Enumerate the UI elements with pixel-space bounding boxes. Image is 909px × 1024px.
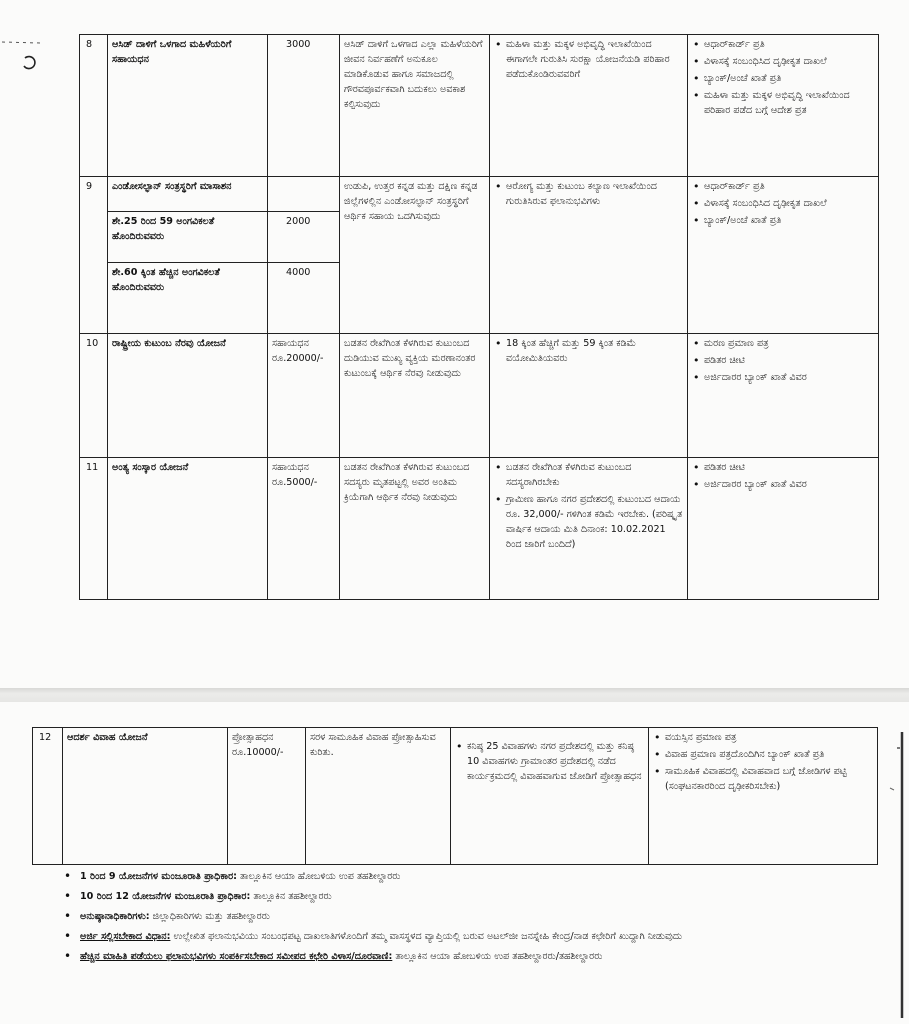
page-gap — [0, 688, 909, 702]
document-item: • ವಿವಾಹ ಪ್ರಮಾಣ ಪತ್ರದೊಂದಿಗಿನ ಬ್ಯಾಂಕ್ ಖಾತೆ ಪ್ರತಿ — [665, 747, 873, 762]
note-label: 1 ರಿಂದ 9 ಯೋಜನೆಗಳ ಮಂಜೂರಾತಿ ಪ್ರಾಧಿಕಾರ: — [80, 871, 237, 882]
eligibility-item: • ಕನಿಷ್ಠ 25 ವಿವಾಹಗಳು ನಗರ ಪ್ರದೇಶದಲ್ಲಿ ಮತ್ತು ಕನಿಷ್ಠ 10 ವಿವಾಹಗಳು ಗ್ರಾಮಾಂತರ ಪ್ರದೇಶದಲ್ಲಿ ನಡೆದ ಕಾರ್ಯಕ್ರಮದಲ್ಲಿ ವಿವಾಹವಾಗುವ ಜೋಡಿಗೆ ಪ್ರೋತ್ಸಾಹಧನ — [467, 739, 644, 784]
scheme-name: ಆಸಿಡ್ ದಾಳಿಗೆ ಒಳಗಾದ ಮಹಿಳೆಯರಿಗೆ ಸಹಾಯಧನ — [108, 35, 268, 177]
scheme-documents — [688, 458, 879, 600]
document-item: • ಬ್ಯಾಂಕ್/ಅಂಚೆ ಖಾತೆ ಪ್ರತಿ — [704, 213, 874, 228]
scheme-documents — [649, 728, 878, 865]
note-label: ಅನುಷ್ಠಾನಾಧಿಕಾರಿಗಳು: — [80, 911, 150, 922]
eligibility-item: • 18 ಕ್ಕಿಂತ ಹೆಚ್ಚಿಗೆ ಮತ್ತು 59 ಕ್ಕಿಂತ ಕಡಿಮೆ ವಯೋಮಿತಿಯವರು — [506, 336, 683, 366]
scheme-documents — [688, 35, 879, 177]
scheme-amount — [268, 177, 340, 334]
row-number: 12 — [33, 728, 63, 865]
document-item: • ಅರ್ಜಿದಾರರ ಬ್ಯಾಂಕ್ ಖಾತೆ ವಿವರ — [704, 477, 874, 492]
note-text: ಜಿಲ್ಲಾಧಿಕಾರಿಗಳು ಮತ್ತು ತಹಶೀಲ್ದಾರರು — [152, 911, 270, 922]
sub-amount: 4000 — [268, 262, 339, 327]
scan-edge-right — [880, 728, 909, 1024]
note-text: ತಾಲ್ಲೂಕಿನ ತಹಶೀಲ್ದಾರರು — [253, 891, 332, 902]
document-item: • ಸಾಮೂಹಿಕ ವಿವಾಹದಲ್ಲಿ ವಿವಾಹವಾದ ಬಗ್ಗೆ ಜೋಡಿಗಳ ಪಟ್ಟಿ (ಸಂಘಟನಕಾರರಿಂದ ದೃಢೀಕರಿಸಬೇಕು) — [665, 764, 873, 794]
table-row-10 — [80, 334, 879, 458]
eligibility-item: • ಗ್ರಾಮೀಣ ಹಾಗೂ ನಗರ ಪ್ರದೇಶದಲ್ಲಿ ಕುಟುಂಬದ ಆದಾಯ ರೂ. 32,000/- ಗಳಿಗಿಂತ ಕಡಿಮೆ ಇರಬೇಕು. (ಪರಿಷ್ಕೃತ ವಾರ್ಷಿಕ ಆದಾಯ ಮಿತಿ ದಿನಾಂಕ: 10.02.2021 ರಿಂದ ಜಾರಿಗೆ ಬಂದಿದೆ) — [506, 492, 683, 552]
scheme-documents — [688, 334, 879, 458]
note-item — [62, 950, 862, 963]
scheme-amount-text — [272, 179, 335, 211]
notes-list — [62, 870, 862, 970]
row-number: 10 — [80, 334, 108, 458]
document-item: • ಬ್ಯಾಂಕ್/ಅಂಚೆ ಖಾತೆ ಪ್ರತಿ — [704, 71, 874, 86]
note-text: ಉಲ್ಲೇಖಿತ ಫಲಾನುಭವಿಯು ಸಂಬಂಧಪಟ್ಟ ದಾಖಲಾತಿಗಳೊಂದಿಗೆ ತಮ್ಮ ವಾಸಸ್ಥಳದ ವ್ಯಾಪ್ತಿಯಲ್ಲಿ ಬರುವ ಅಟಲ್‌ಜೀ ಜನಸ್ನೇಹಿ ಕೇಂದ್ರ/ನಾಡ ಕಛೇರಿಗೆ ಖುದ್ದಾಗಿ ನೀಡುವುದು — [173, 931, 683, 942]
document-item: • ಮರಣ ಪ್ರಮಾಣ ಪತ್ರ — [704, 336, 874, 351]
scheme-eligibility — [490, 177, 688, 334]
scheme-purpose: ಬಡತನ ರೇಖೆಗಿಂತ ಕೆಳಗಿರುವ ಕುಟುಂಬದ ದುಡಿಯುವ ಮುಖ್ಯ ವ್ಯಕ್ತಿಯ ಮರಣಾನಂತರ ಕುಟುಂಬಕ್ಕೆ ಆರ್ಥಿಕ ನೆರವು ನೀಡುವುದು — [340, 334, 490, 458]
scan-mark-top-left — [0, 30, 80, 75]
scheme-amount: ಸಹಾಯಧನ ರೂ.5000/- — [268, 458, 340, 600]
note-item — [62, 890, 862, 903]
table-row-9 — [80, 177, 879, 334]
scheme-eligibility — [451, 728, 649, 865]
scheme-eligibility — [490, 334, 688, 458]
scheme-eligibility — [490, 458, 688, 600]
scheme-name: ಅಂತ್ಯ ಸಂಸ್ಕಾರ ಯೋಜನೆ — [108, 458, 268, 600]
document-item: • ಪಡಿತರ ಚೀಟಿ — [704, 460, 874, 475]
table-row-11 — [80, 458, 879, 600]
row-number: 8 — [80, 35, 108, 177]
scheme-amount: 3000 — [268, 35, 340, 177]
schemes-table-bottom — [32, 727, 878, 865]
scheme-documents — [688, 177, 879, 334]
note-item — [62, 910, 862, 923]
eligibility-item: • ಆರೋಗ್ಯ ಮತ್ತು ಕುಟುಂಬ ಕಲ್ಯಾಣ ಇಲಾಖೆಯಿಂದ ಗುರುತಿಸಿರುವ ಫಲಾನುಭವಿಗಳು — [506, 179, 683, 209]
sub-category: ಶೇ.25 ರಿಂದ 59 ಅಂಗವಿಕಲತೆ ಹೊಂದಿರುವವರು — [108, 211, 267, 262]
document-item: • ಅರ್ಜಿದಾರರ ಬ್ಯಾಂಕ್ ಖಾತೆ ವಿವರ — [704, 370, 874, 385]
scheme-purpose: ಆಸಿಡ್ ದಾಳಿಗೆ ಒಳಗಾದ ಎಲ್ಲಾ ಮಹಿಳೆಯರಿಗೆ ಜೀವನ ನಿರ್ವಹಣೆಗೆ ಅನುಕೂಲ ಮಾಡಿಕೊಡುವ ಹಾಗೂ ಸಮಾಜದಲ್ಲಿ ಗೌರವಪೂರ್ವಕವಾಗಿ ಬದುಕಲು ಅವಕಾಶ ಕಲ್ಪಿಸುವುದು — [340, 35, 490, 177]
scheme-name — [108, 177, 268, 334]
note-label: ಹೆಚ್ಚಿನ ಮಾಹಿತಿ ಪಡೆಯಲು ಫಲಾನುಭವಿಗಳು ಸಂಪರ್ಕಿಸಬೇಕಾದ ಸಮೀಪದ ಕಛೇರಿ ವಿಳಾಸ/ದೂರವಾಣಿ: — [80, 951, 393, 962]
scheme-amount: ಸಹಾಯಧನ ರೂ.20000/- — [268, 334, 340, 458]
note-text: ತಾಲ್ಲೂಕಿನ ಆಯಾ ಹೋಬಳಿಯ ಉಪ ತಹಶೀಲ್ದಾರರು — [240, 871, 401, 882]
row-number: 9 — [80, 177, 108, 334]
note-item — [62, 870, 862, 883]
scheme-purpose: ಸರಳ ಸಾಮೂಹಿಕ ವಿವಾಹ ಪ್ರೋತ್ಸಾಹಿಸುವ ಕುರಿತು. — [306, 728, 451, 865]
note-label: 10 ರಿಂದ 12 ಯೋಜನೆಗಳ ಮಂಜೂರಾತಿ ಪ್ರಾಧಿಕಾರ: — [80, 891, 251, 902]
eligibility-item: • ಬಡತನ ರೇಖೆಗಿಂತ ಕೆಳಗಿರುವ ಕುಟುಂಬದ ಸದಸ್ಯರಾಗಿರಬೇಕು — [506, 460, 683, 490]
note-label: ಅರ್ಜಿ ಸಲ್ಲಿಸಬೇಕಾದ ವಿಧಾನ: — [80, 931, 171, 942]
sub-amount: 2000 — [268, 211, 339, 262]
schemes-table-top — [79, 34, 879, 600]
document-item: • ವಿಳಾಸಕ್ಕೆ ಸಂಬಂಧಿಸಿದ ದೃಢೀಕೃತ ದಾಖಲೆ — [704, 54, 874, 69]
document-item: • ಪಡಿತರ ಚೀಟಿ — [704, 353, 874, 368]
table-row-8 — [80, 35, 879, 177]
table-row-12 — [33, 728, 878, 865]
scheme-purpose: ಉಡುಪಿ, ಉತ್ತರ ಕನ್ನಡ ಮತ್ತು ದಕ್ಷಿಣ ಕನ್ನಡ ಜಿಲ್ಲೆಗಳಲ್ಲಿನ ಎಂಡೋಸಲ್ಫಾನ್ ಸಂತ್ರಸ್ಥರಿಗೆ ಆರ್ಥಿಕ ಸಹಾಯ ಒದಗಿಸುವುದು — [340, 177, 490, 334]
document-item: • ಮಹಿಳಾ ಮತ್ತು ಮಕ್ಕಳ ಅಭಿವೃದ್ಧಿ ಇಲಾಖೆಯಿಂದ ಪರಿಹಾರ ಪಡೆದ ಬಗ್ಗೆ ಆದೇಶ ಪ್ರತ — [704, 88, 874, 118]
sub-category: ಶೇ.60 ಕ್ಕಿಂತ ಹೆಚ್ಚಿನ ಅಂಗವಿಕಲತೆ ಹೊಂದಿರುವವರು — [108, 262, 267, 327]
row-number: 11 — [80, 458, 108, 600]
scheme-name-text: ಎಂಡೋಸಲ್ಫಾನ್ ಸಂತ್ರಸ್ಥರಿಗೆ ಮಾಸಾಶನ — [112, 181, 232, 192]
note-item — [62, 930, 862, 943]
document-item: • ವಯಸ್ಸಿನ ಪ್ರಮಾಣ ಪತ್ರ — [665, 730, 873, 745]
document-item: • ಆಧಾರ್‌ಕಾರ್ಡ್ ಪ್ರತಿ — [704, 37, 874, 52]
scheme-name: ಆದರ್ಶ ವಿವಾಹ ಯೋಜನೆ — [63, 728, 228, 865]
scheme-name: ರಾಷ್ಟ್ರೀಯ ಕುಟುಂಬ ನೆರವು ಯೋಜನೆ — [108, 334, 268, 458]
eligibility-item: • ಮಹಿಳಾ ಮತ್ತು ಮಕ್ಕಳ ಅಭಿವೃದ್ಧಿ ಇಲಾಖೆಯಿಂದ ಈಗಾಗಲೇ ಗುರುತಿಸಿ ಸುರಕ್ಷಾ ಯೋಜನೆಯಡಿ ಪರಿಹಾರ ಪಡೆದುಕೊಂಡಿರುವವರಿಗೆ — [506, 37, 683, 82]
scheme-purpose: ಬಡತನ ರೇಖೆಗಿಂತ ಕೆಳಗಿರುವ ಕುಟುಂಬದ ಸದಸ್ಯರು ಮೃತಪಟ್ಟಲ್ಲಿ ಅವರ ಅಂತಿಮ ಕ್ರಿಯೆಗಾಗಿ ಆರ್ಥಿಕ ನೆರವು ನೀಡುವುದು — [340, 458, 490, 600]
document-item: • ವಿಳಾಸಕ್ಕೆ ಸಂಬಂಧಿಸಿದ ದೃಢೀಕೃತ ದಾಖಲೆ — [704, 196, 874, 211]
scheme-amount: ಪ್ರೋತ್ಸಾಹಧನ ರೂ.10000/- — [228, 728, 306, 865]
document-item: • ಆಧಾರ್‌ಕಾರ್ಡ್ ಪ್ರತಿ — [704, 179, 874, 194]
scheme-eligibility — [490, 35, 688, 177]
note-text: ತಾಲ್ಲೂಕಿನ ಆಯಾ ಹೋಬಳಿಯ ಉಪ ತಹಶೀಲ್ದಾರರು/ತಹಶೀಲ್ದಾರರು — [395, 951, 603, 962]
